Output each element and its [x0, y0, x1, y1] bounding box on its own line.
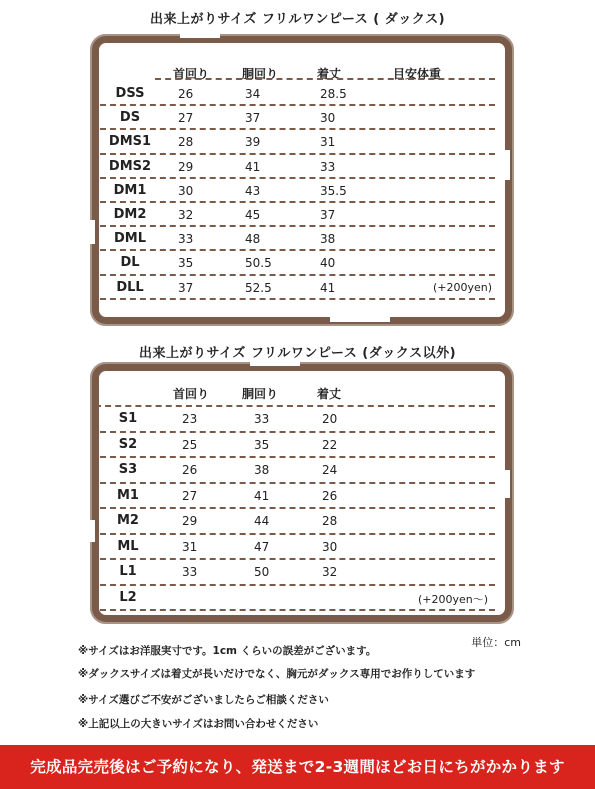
- table-row: [100, 458, 495, 484]
- cell-length: 26: [322, 488, 338, 503]
- unit-label: 単位：cm: [471, 636, 521, 649]
- size-label: DML: [113, 231, 146, 247]
- table1-header-length: 着丈: [317, 67, 342, 81]
- table-row: [100, 155, 495, 179]
- cell-body: 39: [245, 135, 261, 150]
- cell-body: 44: [254, 514, 270, 528]
- cell-length: 35.5: [320, 183, 347, 198]
- size-label: S2: [118, 436, 138, 452]
- size-label: ML: [117, 538, 139, 554]
- cell-neck: 25: [182, 437, 198, 452]
- size-label: S3: [118, 462, 138, 477]
- size-label: L2: [119, 589, 137, 605]
- cell-length: 41: [320, 280, 336, 295]
- table-row: [100, 82, 495, 106]
- cell-neck: 26: [182, 463, 198, 477]
- table1-title: 出来上がりサイズ フリルワンピース ( ダックス): [149, 12, 446, 27]
- cell-extra: (+200yen): [433, 280, 493, 294]
- size-label: DSS: [115, 86, 145, 101]
- table-row: [100, 251, 495, 275]
- table-row: [100, 586, 495, 612]
- size-label: DMS1: [108, 134, 152, 150]
- cell-length: 28.5: [320, 87, 347, 101]
- table1-header-weight: 目安体重: [393, 67, 442, 81]
- cell-neck: 31: [182, 539, 198, 554]
- cell-neck: 33: [182, 565, 198, 579]
- table2-header-length: 着丈: [317, 387, 342, 401]
- cell-neck: 27: [178, 111, 194, 126]
- table-row: [100, 484, 495, 510]
- cell-length: 28: [322, 514, 338, 528]
- size-label: M2: [117, 513, 139, 528]
- cell-body: 43: [245, 183, 261, 198]
- cell-length: 32: [322, 565, 338, 579]
- cell-body: 50.5: [245, 256, 272, 271]
- size-label: DMS2: [108, 158, 152, 174]
- cell-body: 35: [254, 437, 270, 452]
- size-label: DM1: [113, 182, 147, 198]
- table2-header-body: 胴回り: [242, 387, 279, 401]
- size-label: DL: [120, 255, 140, 271]
- cell-length: 37: [320, 208, 336, 222]
- cell-neck: 23: [182, 412, 198, 426]
- table-row: [100, 535, 495, 561]
- cell-body: 52.5: [245, 280, 272, 295]
- table-row: [100, 509, 495, 535]
- note-3: ※サイズ選びご不安がございましたらご相談ください: [78, 694, 329, 706]
- note-1: ※サイズはお洋服実寸です。1cm くらいの誤差がございます。: [78, 645, 377, 657]
- cell-length: 20: [322, 412, 338, 426]
- table-row: [100, 560, 495, 586]
- note-2: ※ダックスサイズは着丈が長いだけでなく、胸元がダックス専用でお作りしています: [78, 668, 476, 680]
- cell-body: 37: [245, 111, 261, 126]
- size-label: S1: [118, 411, 138, 426]
- cell-body: 41: [245, 159, 261, 174]
- size-label: DS: [119, 110, 141, 126]
- cell-length: 38: [320, 232, 336, 247]
- cell-length: 40: [320, 256, 336, 271]
- cell-neck: 33: [178, 232, 194, 247]
- table-row: [100, 179, 495, 203]
- note-4: ※上記以上の大きいサイズはお問い合わせください: [78, 718, 319, 730]
- table-row: [100, 276, 495, 300]
- table-row: [100, 203, 495, 227]
- cell-length: 31: [320, 135, 336, 150]
- table-row: [100, 106, 495, 130]
- cell-body: 38: [254, 463, 270, 477]
- cell-neck: 29: [178, 159, 194, 174]
- cell-neck: 27: [182, 488, 198, 503]
- cell-body: 50: [254, 565, 270, 579]
- cell-extra: (+200yen〜): [418, 592, 489, 606]
- cell-length: 33: [320, 159, 336, 174]
- cell-body: 41: [254, 488, 270, 503]
- cell-body: 48: [245, 232, 261, 247]
- cell-body: 33: [254, 412, 270, 426]
- cell-length: 24: [322, 463, 338, 477]
- cell-neck: 35: [178, 256, 194, 271]
- table1-header-body: 胴回り: [242, 67, 279, 81]
- table2-title: 出来上がりサイズ フリルワンピース (ダックス以外): [138, 346, 457, 361]
- notice-banner: 完成品完売後はご予約になり、発送まで2-3週間ほどお日にちがかかります: [0, 745, 595, 789]
- size-label: L1: [119, 564, 137, 579]
- cell-neck: 30: [178, 183, 194, 198]
- cell-body: 45: [245, 208, 261, 222]
- table1-header-rule: [155, 78, 495, 80]
- size-label: M1: [117, 487, 139, 503]
- cell-neck: 29: [182, 514, 198, 528]
- table-row: [100, 227, 495, 251]
- table-row: [100, 433, 495, 459]
- cell-neck: 28: [178, 135, 194, 150]
- table2-header-neck: 首回り: [173, 387, 210, 401]
- cell-body: 34: [245, 87, 261, 101]
- cell-neck: 37: [178, 280, 194, 295]
- size-label: DLL: [116, 279, 144, 295]
- cell-body: 47: [254, 539, 270, 554]
- cell-neck: 26: [178, 87, 194, 101]
- size-label: DM2: [113, 207, 147, 222]
- table1-header-neck: 首回り: [173, 67, 210, 81]
- cell-length: 30: [322, 539, 338, 554]
- table-row: [100, 130, 495, 154]
- cell-neck: 32: [178, 208, 194, 222]
- cell-length: 30: [320, 111, 336, 126]
- table-row: [100, 407, 495, 433]
- cell-length: 22: [322, 437, 338, 452]
